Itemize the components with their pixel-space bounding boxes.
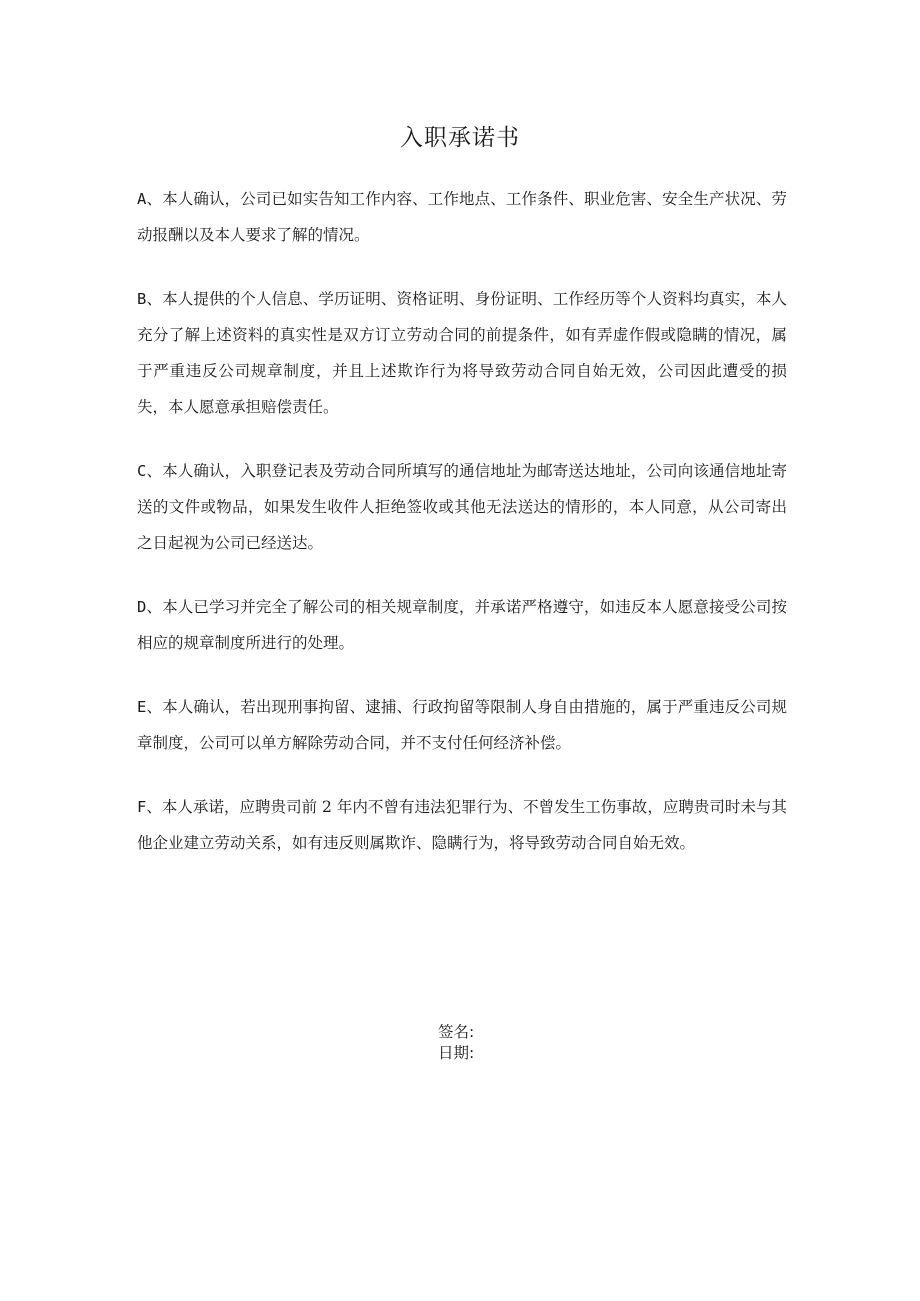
clause-letter: B (137, 290, 147, 308)
clause-text: 、本人确认，公司已如实告知工作内容、工作地点、工作条件、职业危害、安全生产状况、劳动报酬以及本人要求了解的情况。 (137, 190, 787, 244)
clause-f (137, 789, 787, 861)
clause-text: 、本人已学习并完全了解公司的相关规章制度，并承诺严格遵守，如违反本人愿意接受公司按相应的规章制度所进行的处理。 (137, 598, 787, 652)
clause-list (137, 181, 787, 889)
clause-b (137, 281, 787, 425)
clause-letter: D (137, 598, 147, 616)
date-label: 日期: (438, 1044, 475, 1062)
signature-block (438, 1022, 558, 1064)
clause-text: 、本人确认，若出现刑事拘留、逮捕、行政拘留等限制人身自由措施的，属于严重违反公司规章制度，公司可以单方解除劳动合同，并不支付任何经济补偿。 (137, 698, 787, 752)
clause-e (137, 689, 787, 761)
clause-letter: C (137, 462, 147, 480)
signature-label: 签名: (438, 1023, 475, 1041)
clause-letter: E (137, 698, 147, 716)
document-title: 入职承诺书 (400, 125, 520, 151)
clause-text: 、本人承诺，应聘贵司前 2 年内不曾有违法犯罪行为、不曾发生工伤事故，应聘贵司时未与其他企业建立劳动关系，如有违反则属欺诈、隐瞒行为，将导致劳动合同自始无效。 (137, 798, 787, 852)
clause-letter: A (137, 190, 147, 208)
clause-text: 、本人确认，入职登记表及劳动合同所填写的通信地址为邮寄送达地址，公司向该通信地址寄送的文件或物品，如果发生收件人拒绝签收或其他无法送达的情形的，本人同意，从公司寄出之日起视为公司已经送达。 (137, 462, 787, 552)
clause-d (137, 589, 787, 661)
clause-c (137, 453, 787, 561)
clause-text: 、本人提供的个人信息、学历证明、资格证明、身份证明、工作经历等个人资料均真实，本人充分了解上述资料的真实性是双方订立劳动合同的前提条件，如有弄虚作假或隐瞒的情况，属于严重违反公司规章制度，并且上述欺诈行为将导致劳动合同自始无效，公司因此遭受的损失，本人愿意承担赔偿责任。 (137, 290, 787, 416)
clause-letter: F (137, 798, 147, 816)
clause-a (137, 181, 787, 253)
